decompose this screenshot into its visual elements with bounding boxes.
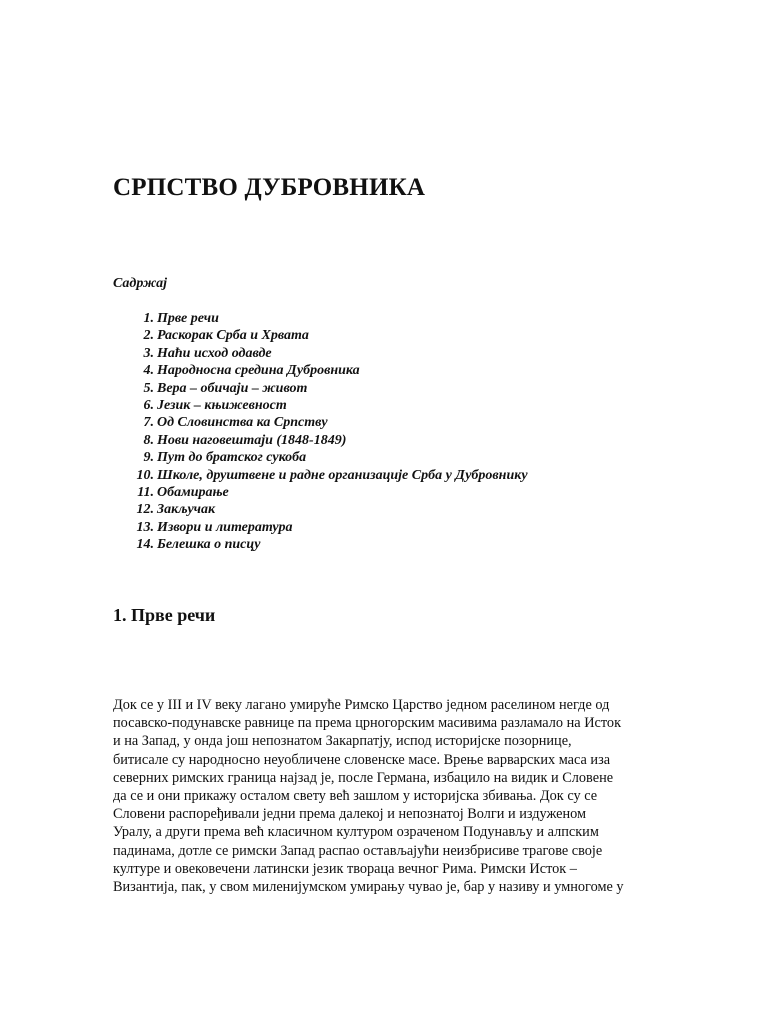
toc-item	[113, 310, 528, 327]
toc-item	[113, 345, 528, 362]
body-text-line: падинама, дотле се римски Запад распао остављајући неизбрисиве трагове своје	[113, 842, 603, 859]
toc-item-number: 5.	[143, 380, 154, 396]
toc-item	[113, 397, 528, 414]
toc-item-number: 11.	[137, 484, 154, 500]
toc-heading: Садржај	[113, 276, 168, 291]
toc-item-label: Језик – књижевност	[157, 397, 287, 413]
body-text-line: Словени распоређивали једни према далекој и непознатој Волги и издуженом	[113, 806, 587, 823]
toc-item-number: 4.	[143, 363, 154, 379]
toc-item-number: 13.	[136, 519, 154, 535]
toc-item-number: 7.	[143, 415, 154, 431]
toc-item-label: Раскорак Срба и Хрвата	[157, 328, 309, 344]
section-heading: 1. Прве речи	[113, 605, 216, 625]
document-title: СРПСТВО ДУБРОВНИКА	[113, 174, 426, 201]
toc-item	[113, 519, 528, 536]
toc-item-number: 14.	[136, 537, 154, 553]
toc-item-label: Школе, друштвене и радне организације Срба у Дубровнику	[157, 467, 528, 483]
toc-item-number: 3.	[143, 345, 154, 361]
toc-item-number: 10.	[136, 467, 154, 483]
toc-item-number: 6.	[143, 397, 154, 413]
toc-item	[113, 414, 528, 431]
body-text-line: Док се у III и IV веку лагано умируће Римско Царство једном раселином негде од	[113, 697, 610, 713]
body-text-line: северних римских граница најзад је, после Германа, избацило на видик и Словене	[113, 769, 614, 786]
body-paragraph	[113, 696, 658, 896]
toc-item-label: Народносна средина Дубровника	[157, 363, 360, 379]
toc-item	[113, 484, 528, 501]
table-of-contents	[113, 310, 528, 553]
toc-item	[113, 380, 528, 397]
body-text-line: и на Запад, у онда још непознатом Закарпатју, испод историјске позорнице,	[113, 733, 572, 750]
toc-item-number: 1.	[143, 311, 154, 326]
body-text-line: посавско-подунавске равнице па према црногорским масивима разламало на Исток	[113, 715, 622, 732]
toc-item-number: 12.	[136, 502, 154, 518]
toc-item-label: Од Словинства ка Српству	[157, 415, 328, 431]
toc-item-label: Нови наговештаји (1848-1849)	[157, 432, 347, 448]
toc-item-label: Закључак	[157, 502, 216, 518]
toc-item	[113, 432, 528, 449]
toc-item-label: Обамирање	[157, 484, 229, 500]
toc-item	[113, 362, 528, 379]
toc-item-label: Наћи исход одавде	[157, 345, 272, 361]
toc-item-number: 8.	[143, 432, 154, 448]
toc-item	[113, 467, 528, 484]
body-text-line: да се и они прикажу осталом свету већ зашлом у историјска збивања. Док су се	[113, 787, 598, 804]
toc-item	[113, 449, 528, 466]
toc-item-label: Белешка о писцу	[157, 537, 261, 553]
toc-item	[113, 501, 528, 518]
body-text-line: Византија, пак, у свом миленијумском умирању чувао је, бар у називу и умногоме у	[113, 878, 624, 895]
toc-item-label: Вера – обичаји – живот	[157, 380, 308, 396]
toc-item	[113, 536, 528, 553]
body-text-line: битисале су народносно неуобличене словенске масе. Врење варварских маса иза	[113, 751, 611, 768]
body-text-line: Уралу, а други према већ класичном културом озраченом Подунављу и алпским	[113, 824, 599, 841]
body-text-line: културе и овековечени латински језик твораца вечног Рима. Римски Исток –	[113, 860, 577, 877]
toc-item	[113, 327, 528, 344]
toc-item-label: Пут до братског сукоба	[157, 450, 307, 466]
toc-item-number: 9.	[143, 450, 154, 466]
toc-item-number: 2.	[143, 328, 154, 344]
toc-item-label: Прве речи	[157, 311, 219, 326]
toc-item-label: Извори и литература	[157, 519, 293, 535]
